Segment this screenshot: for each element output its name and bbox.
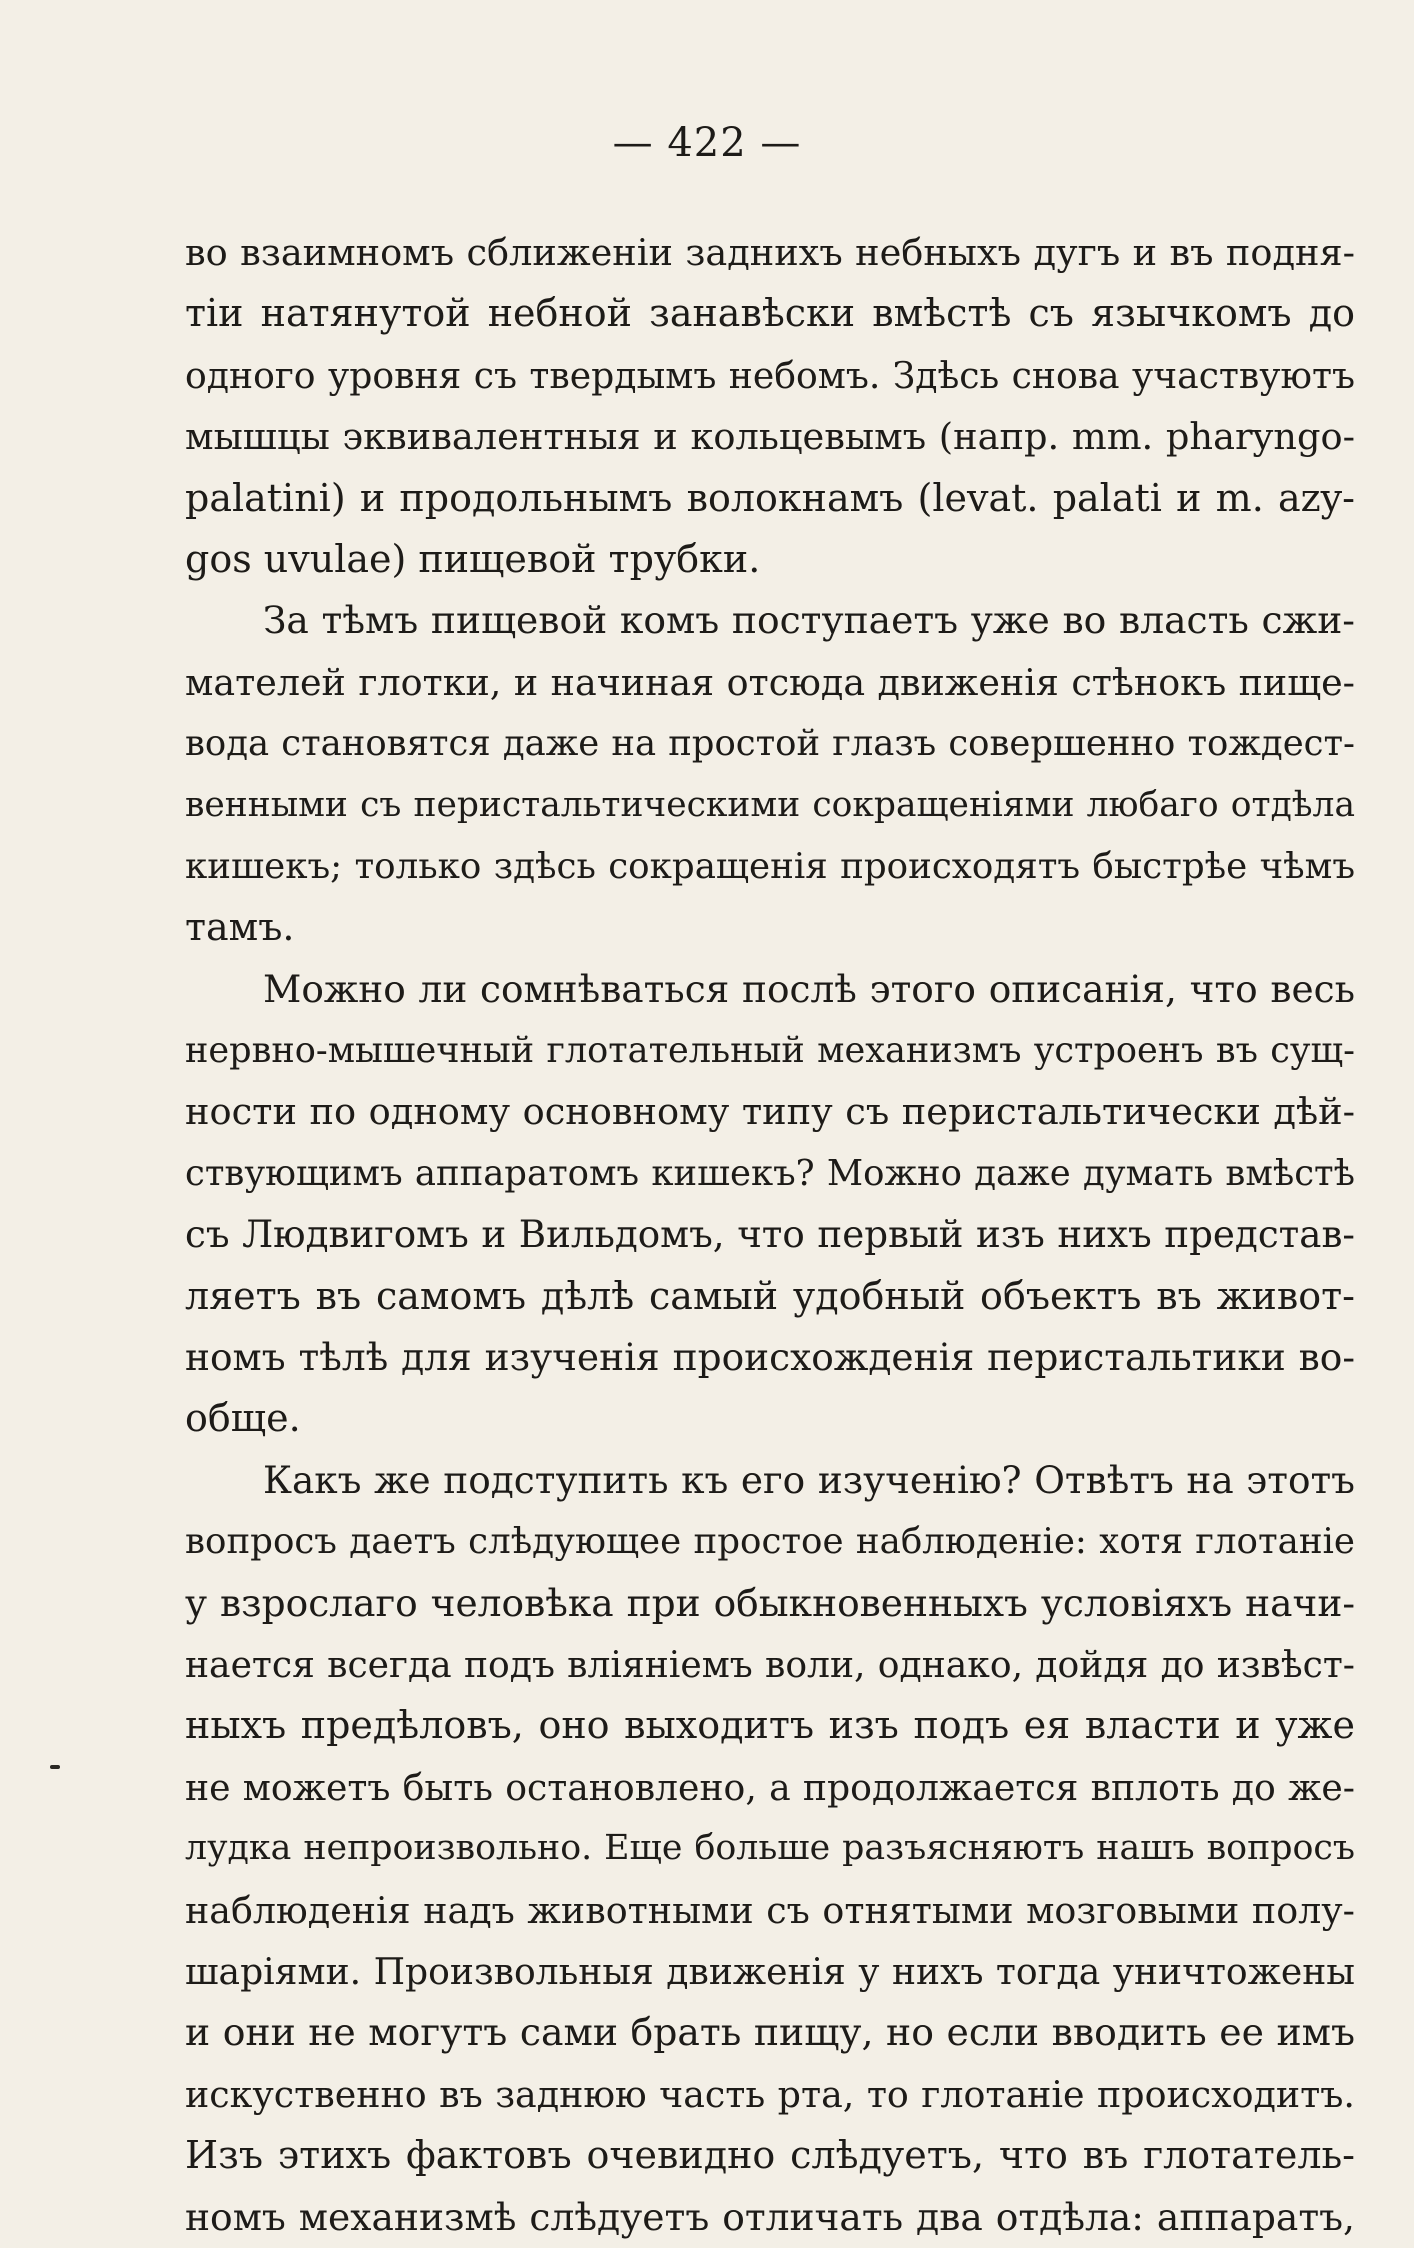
- text-line: мателей глотки, и начиная отсюда движенiя стѣнокъ пище-: [185, 660, 1355, 704]
- text-line: нервно-мышечный глотательный механизмъ устроенъ въ сущ-: [185, 1030, 1355, 1072]
- text-line: и они не могутъ сами брать пищу, но если вводить ее имъ: [185, 2010, 1355, 2055]
- text-line: Какъ же подступить къ его изученiю? Отвѣтъ на этотъ: [263, 1457, 1355, 1502]
- text-line: во взаимномъ сближенiи заднихъ небныхъ дугъ и въ подня-: [185, 231, 1355, 274]
- text-line: шарiями. Произвольныя движенiя у нихъ тогда уничтожены: [185, 1949, 1355, 1993]
- text-line: кишекъ; только здѣсь сокращенiя происходятъ быстрѣе чѣмъ: [185, 845, 1355, 887]
- text-line: у взрослаго человѣка при обыкновенныхъ условiяхъ начи-: [185, 1580, 1355, 1625]
- margin-mark: [50, 1765, 60, 1769]
- text-line: венными съ перистальтическими сокращенiями любаго отдѣла: [185, 784, 1355, 825]
- text-line: номъ тѣлѣ для изученiя происхожденiя перистальтики во-: [185, 1335, 1355, 1380]
- text-line: тiи натянутой небной занавѣски вмѣстѣ съ язычкомъ до: [185, 291, 1355, 336]
- text-line: За тѣмъ пищевой комъ поступаетъ уже во власть сжи-: [263, 598, 1355, 643]
- text-line: ляетъ въ самомъ дѣлѣ самый удобный объектъ въ живот-: [185, 1273, 1355, 1318]
- text-line: Изъ этихъ фактовъ очевидно слѣдуетъ, что въ глотатель-: [185, 2133, 1355, 2178]
- text-line: тамъ.: [185, 905, 295, 950]
- text-line: вопросъ даетъ слѣдующее простое наблюденiе: хотя глотанiе: [185, 1521, 1355, 1563]
- body-text: [185, 222, 1355, 2248]
- text-line: palatini) и продольнымъ волокнамъ (levat. palati и m. azy-: [185, 475, 1355, 520]
- text-line: искуственно въ заднюю часть рта, то глотанiе происходитъ.: [185, 2072, 1355, 2116]
- text-line: ности по одному основному типу съ перистальтически дѣй-: [185, 1090, 1355, 1134]
- text-line: мышцы эквивалентныя и кольцевымъ (напр. mm. pharyngo-: [185, 415, 1355, 459]
- text-line: одного уровня съ твердымъ небомъ. Здѣсь снова участвуютъ: [185, 353, 1355, 397]
- text-line: ствующимъ аппаратомъ кишекъ? Можно даже думать вмѣстѣ: [185, 1152, 1355, 1194]
- text-line: Можно ли сомнѣваться послѣ этого описанiя, что весь: [263, 966, 1355, 1011]
- text-line: не можетъ быть остановлено, а продолжается вплоть до же-: [185, 1765, 1355, 1809]
- text-line: съ Людвигомъ и Вильдомъ, что первый изъ нихъ представ-: [185, 1212, 1355, 1257]
- text-line: вода становятся даже на простой глазъ совершенно тождест-: [185, 723, 1355, 765]
- text-line: gos uvulae) пищевой трубки.: [185, 536, 761, 581]
- text-line: ныхъ предѣловъ, оно выходитъ изъ подъ ея власти и уже: [185, 1703, 1355, 1748]
- text-line: номъ механизмѣ слѣдуетъ отличать два отдѣла: аппаратъ,: [185, 2194, 1355, 2239]
- text-line: нается всегда подъ влiянiемъ воли, однако, дойдя до извѣст-: [185, 1642, 1355, 1686]
- text-line: лудка непроизвольно. Еще больше разъясняютъ нашъ вопросъ: [185, 1828, 1355, 1869]
- text-line: наблюденiя надъ животными съ отнятыми мозговыми полу-: [185, 1888, 1355, 1932]
- page-number: — 422 —: [612, 120, 802, 166]
- text-line: обще.: [185, 1396, 301, 1441]
